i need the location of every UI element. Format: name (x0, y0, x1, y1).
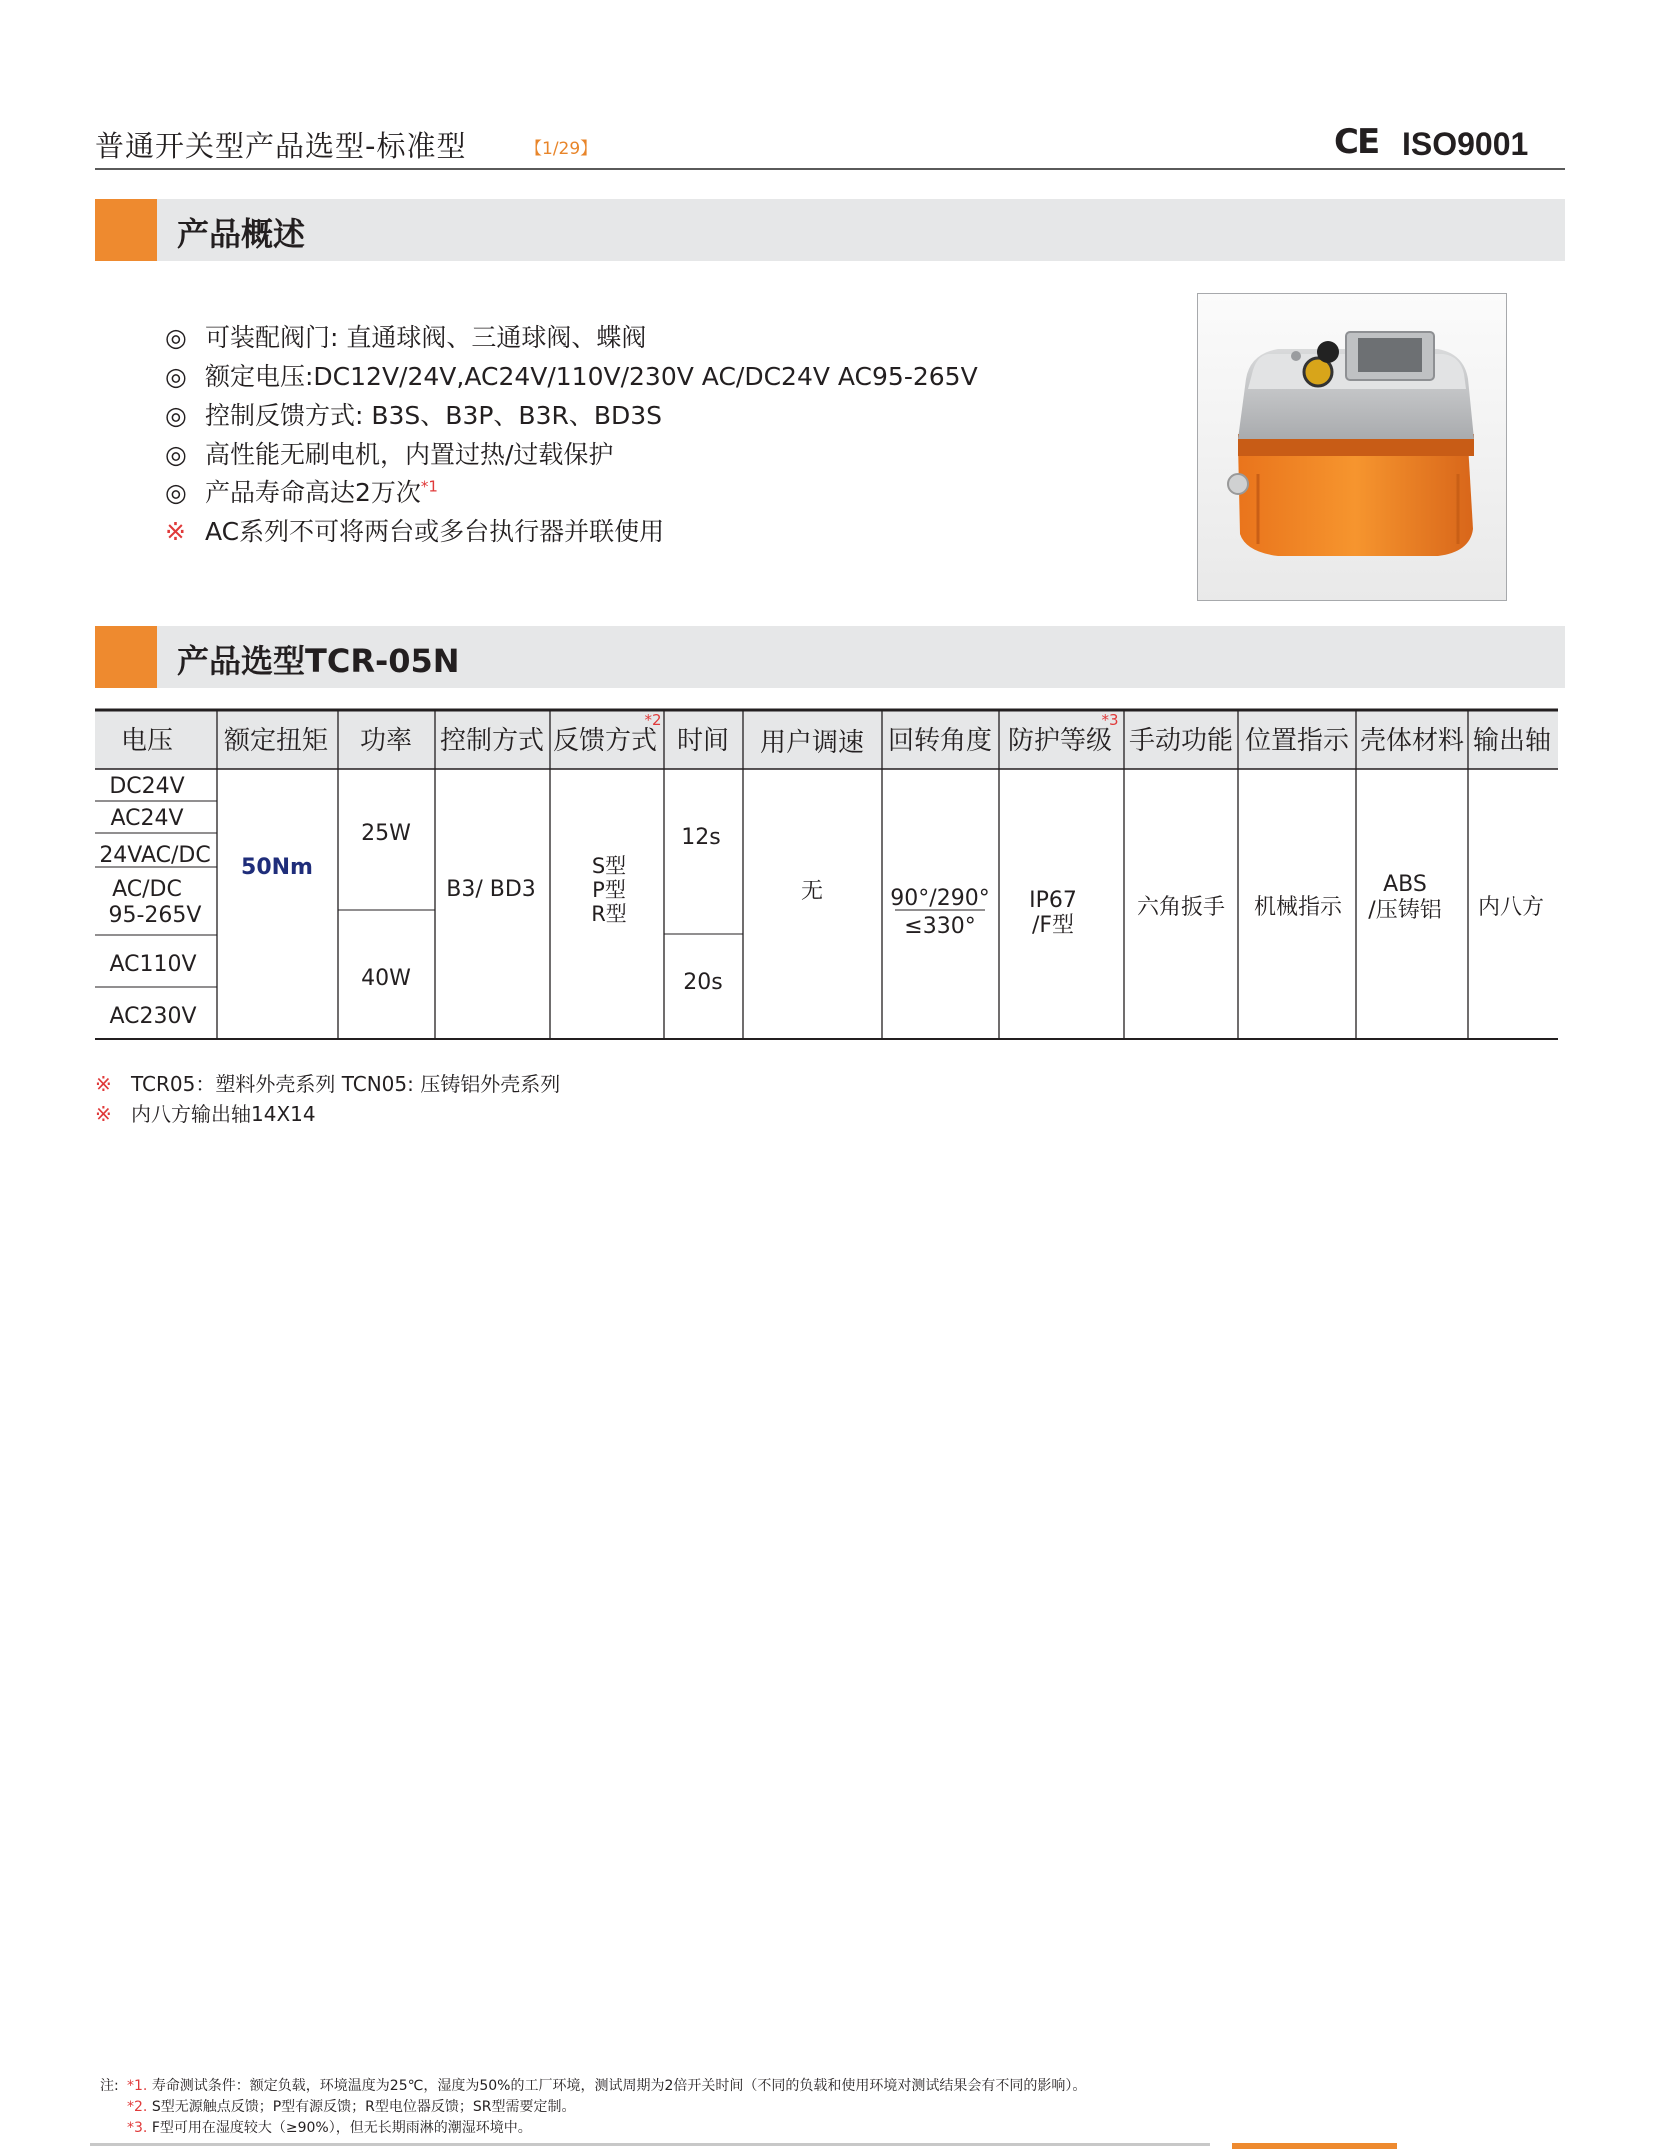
header-output-shaft: 输出轴 (1472, 726, 1552, 756)
cell-voltage: 24VAC/DC (99, 843, 211, 868)
section-header-overview (95, 199, 1565, 261)
footer-divider (90, 2143, 1210, 2146)
iso-certification: ISO9001 (1402, 126, 1529, 162)
header-angle: 回转角度 (887, 726, 993, 756)
section-accent-block (95, 626, 157, 688)
voltage-row-dividers (95, 801, 985, 987)
feature-item: ◎ 控制反馈方式: B3S、B3P、B3R、BD3S (165, 401, 663, 430)
page-title: 普通开关型产品选型-标准型 (95, 129, 467, 163)
header-feedback: 反馈方式 (552, 726, 658, 756)
cell-angle: ≤330° (904, 914, 976, 939)
feature-item: ◎ 额定电压:DC12V/24V,AC24V/110V/230V AC/DC24V AC95-265V (165, 362, 978, 391)
header-torque: 额定扭矩 (223, 726, 329, 756)
cell-protection: /F型 (1031, 913, 1075, 938)
footnote-prefix: 注: (100, 2078, 119, 2094)
cell-housing: ABS (1383, 872, 1427, 897)
cell-manual: 六角扳手 (1136, 895, 1226, 920)
cell-feedback: R型 (591, 902, 627, 926)
cell-voltage: AC24V (110, 806, 184, 831)
cell-angle: 90°/290° (890, 886, 990, 911)
cell-feedback: P型 (592, 878, 626, 902)
footnote-item: *2. S型无源触点反馈；P型有源反馈；R型电位器反馈；SR型需要定制。 (127, 2099, 576, 2115)
section-header-selection (95, 626, 1565, 688)
cell-control: B3/ BD3 (446, 877, 536, 902)
feature-item: ◎ 可装配阀门: 直通球阀、三通球阀、蝶阀 (165, 323, 647, 352)
cell-voltage: AC110V (109, 952, 197, 977)
page-indicator: 【1/29】 (525, 139, 598, 159)
section-accent-block (95, 199, 157, 261)
feature-item-warning: ※ AC系列不可将两台或多台执行器并联使用 (165, 517, 665, 546)
cell-power: 40W (361, 966, 411, 991)
header-divider (95, 168, 1565, 170)
header-control: 控制方式 (439, 726, 545, 756)
header-indicator: 位置指示 (1244, 726, 1350, 756)
cell-voltage: 95-265V (108, 903, 202, 928)
feature-item: ◎ 产品寿命高达2万次$^{*1}$ (165, 477, 438, 507)
cell-voltage: DC24V (109, 774, 185, 799)
header-voltage: 电压 (120, 726, 174, 756)
cell-time: 12s (681, 825, 721, 850)
cell-torque: 50Nm (241, 855, 313, 880)
cell-indicator: 机械指示 (1253, 895, 1343, 920)
feature-item: ◎ 高性能无刷电机，内置过热/过载保护 (165, 440, 614, 469)
footnote-item: *1. 寿命测试条件：额定负载，环境温度为25℃，湿度为50%的工厂环境，测试周期为2倍开关时间（不同的负载和使用环境对测试结果会有不同的影响）。 (127, 2078, 1087, 2094)
ce-mark-logo: CE (1334, 122, 1379, 162)
cell-power: 25W (361, 821, 411, 846)
table-note: ※ TCR05：塑料外壳系列 TCN05: 压铸铝外壳系列 (95, 1072, 561, 1096)
header-time: 时间 (676, 726, 730, 756)
product-photo (1197, 293, 1507, 601)
header-speed-adjust: 用户调速 (759, 728, 865, 758)
cell-output-shaft: 内八方 (1477, 895, 1545, 920)
footnote-ref: *3 (1101, 711, 1119, 729)
header-manual: 手动功能 (1128, 726, 1234, 756)
header-power: 功率 (359, 726, 413, 756)
footnote-item: *3. F型可用在湿度较大（≥90%），但无长期雨淋的潮湿环境中。 (127, 2120, 532, 2136)
spec-table (95, 708, 1558, 1041)
section-title: 产品概述 (177, 215, 306, 253)
cell-speed-adjust: 无 (800, 879, 824, 904)
table-note: ※ 内八方输出轴14X14 (95, 1102, 316, 1126)
cell-voltage: AC/DC (112, 877, 182, 902)
footnote-ref: *2 (644, 711, 662, 729)
footer-accent (1232, 2143, 1397, 2149)
cell-voltage: AC230V (109, 1004, 197, 1029)
cell-time: 20s (683, 970, 723, 995)
header-protection: 防护等级 (1007, 726, 1113, 756)
cell-protection: IP67 (1029, 888, 1077, 913)
cell-housing: /压铸铝 (1368, 898, 1442, 923)
header-housing: 壳体材料 (1359, 726, 1465, 756)
cell-feedback: S型 (591, 854, 627, 878)
footnote-ref: *1 (420, 477, 438, 496)
section-title: 产品选型TCR-05N (177, 642, 460, 680)
